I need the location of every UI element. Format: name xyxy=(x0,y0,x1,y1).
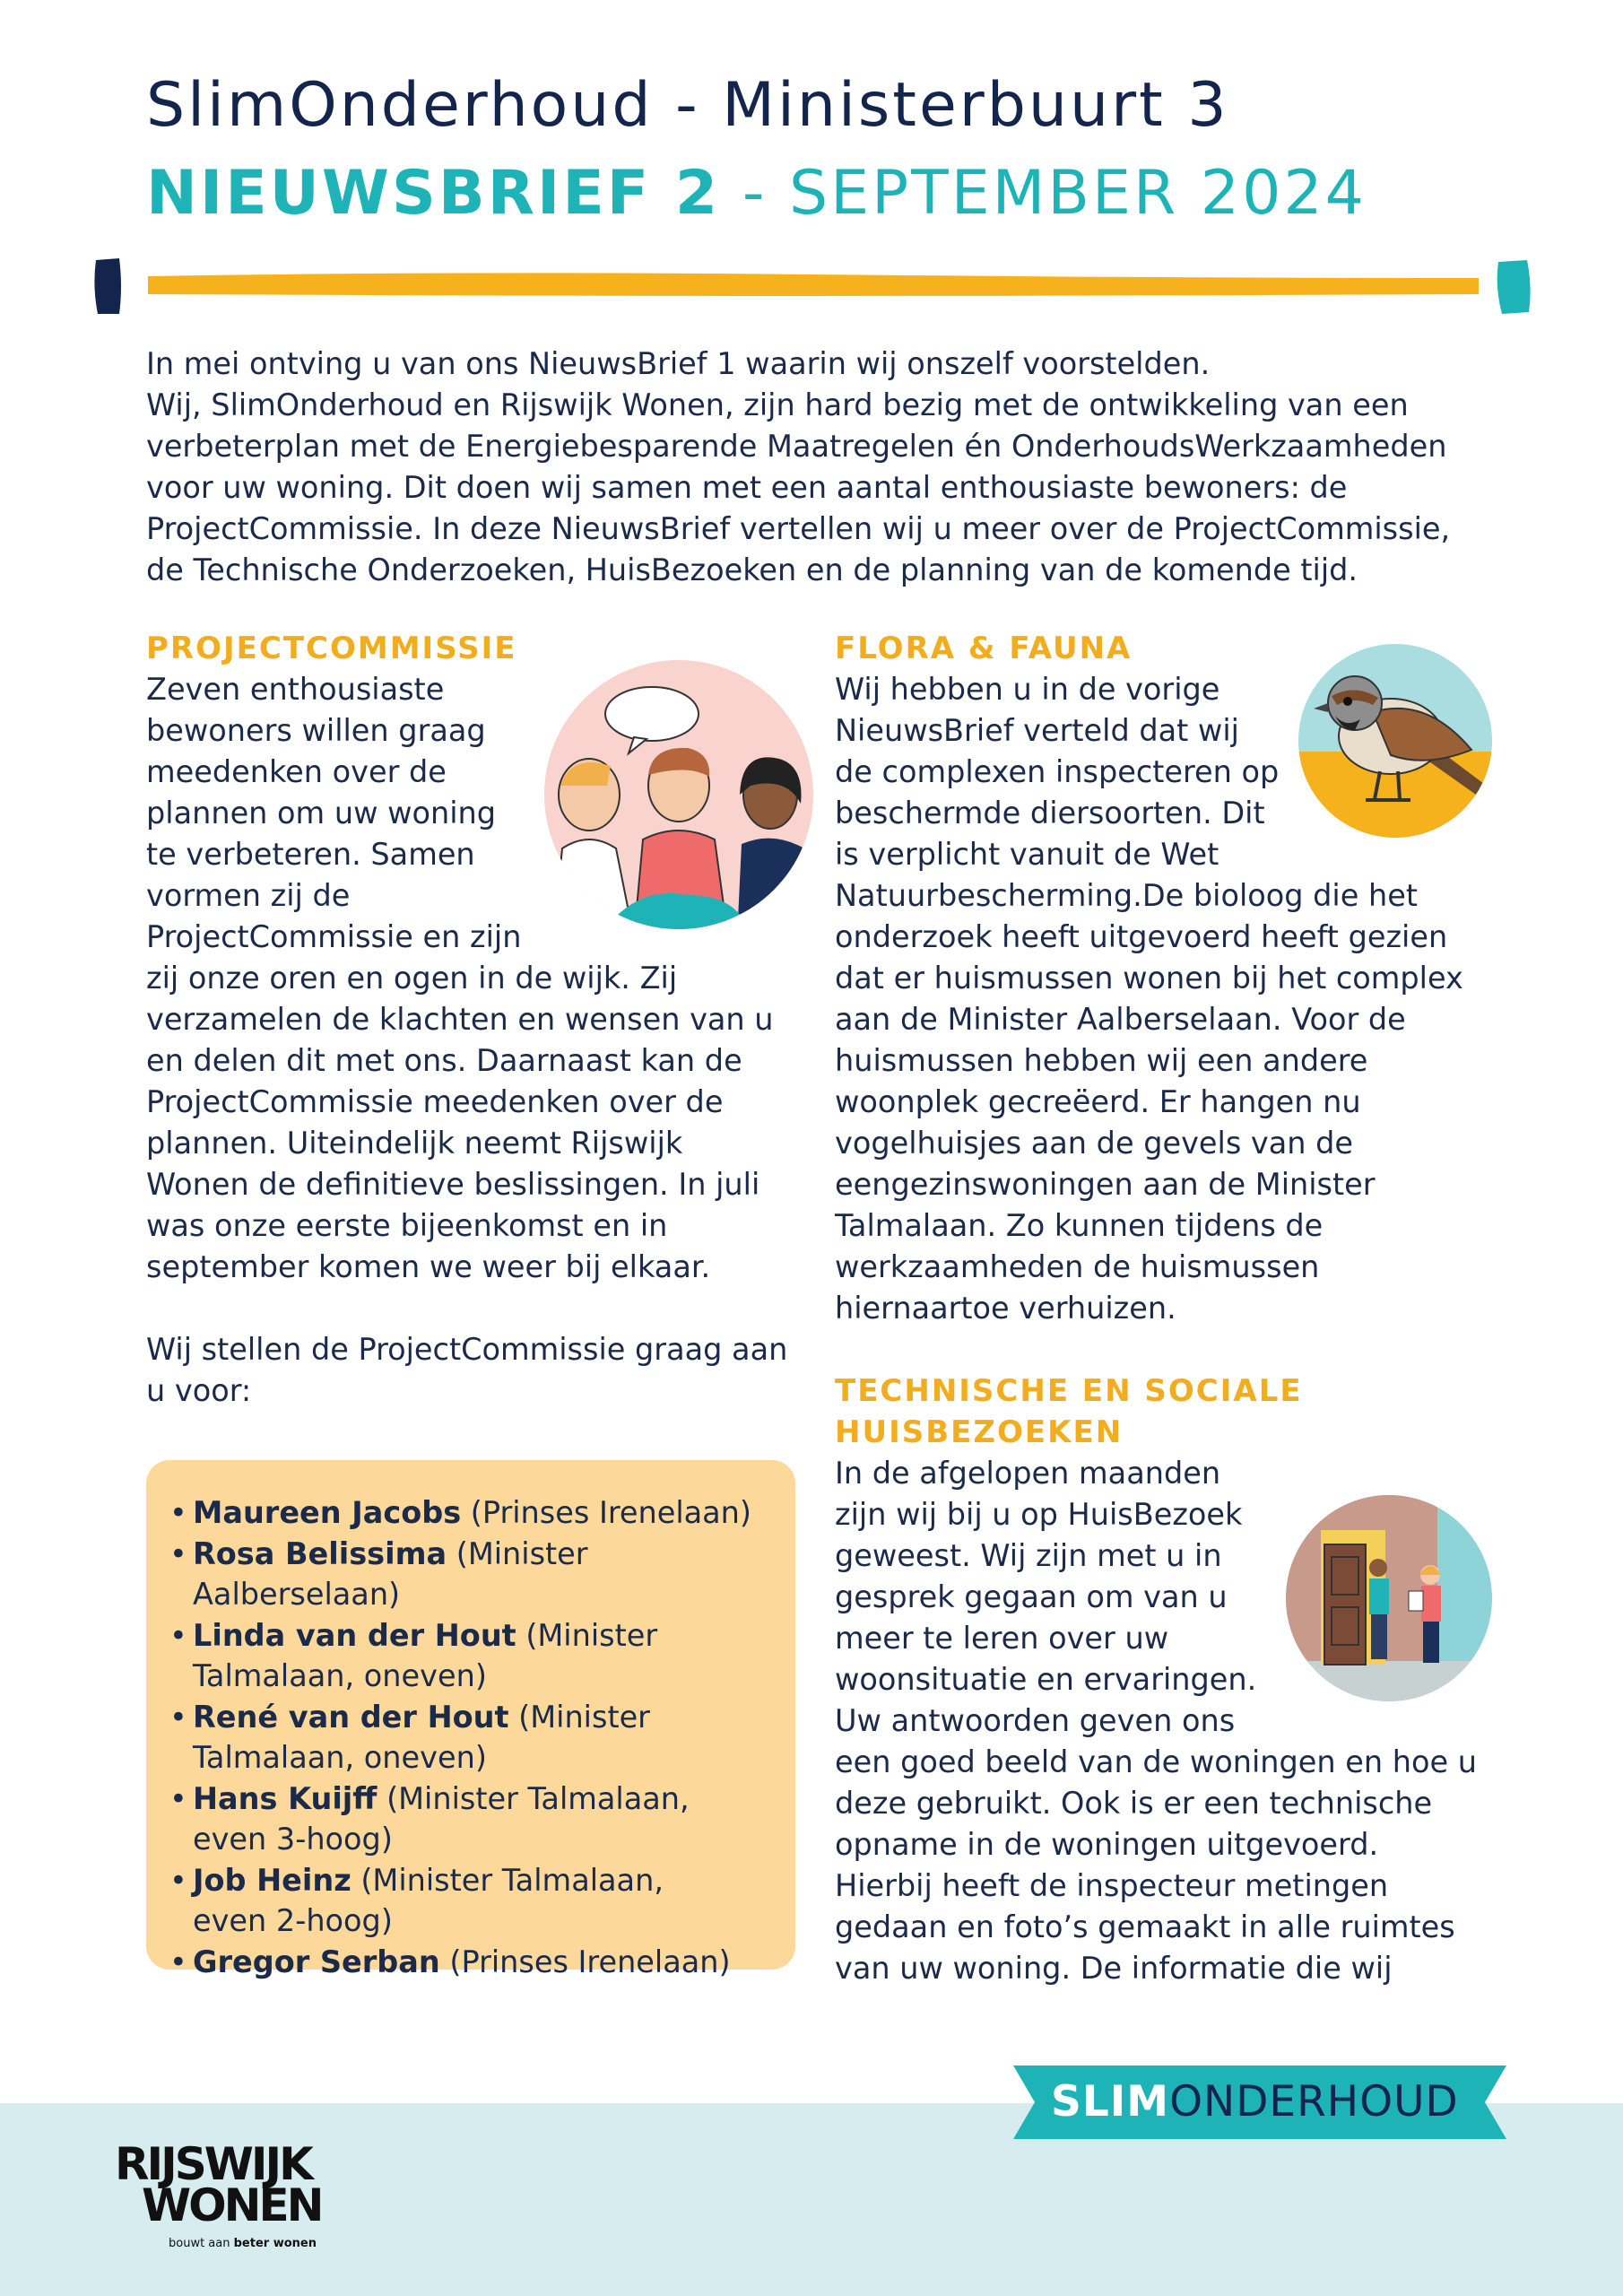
logo-line-1: RIJSWIJK xyxy=(115,2138,311,2190)
member-name: Rosa Belissima xyxy=(193,1535,447,1571)
logo-tagline-bold: beter wonen xyxy=(233,2237,317,2250)
member-address: (Minister Aalberselaan) xyxy=(193,1535,588,1612)
header-divider xyxy=(92,255,1531,319)
projectcommissie-members-intro: Wij stellen de ProjectCommissie graag aan u voor: xyxy=(146,1332,788,1408)
newsletter-number: NIEUWSBRIEF 2 xyxy=(146,158,721,229)
list-item xyxy=(169,1860,695,1942)
member-address: (Minister Talmalaan, oneven) xyxy=(193,1617,658,1693)
house-visit-illustration xyxy=(1285,1494,1493,1702)
projectcommissie-section xyxy=(146,628,792,1412)
intro-line: In mei ontving u van ons NieuwsBrief 1 waarin wij onszelf voorstelden. xyxy=(146,346,1211,381)
member-name: Gregor Serban xyxy=(193,1944,440,1979)
member-address: (Minister Talmalaan, even 3-hoog) xyxy=(193,1780,690,1857)
logo-tagline xyxy=(169,2237,317,2250)
member-name: René van der Hout xyxy=(193,1699,509,1735)
huisbezoeken-heading: TECHNISCHE EN SOCIALE HUISBEZOEKEN xyxy=(835,1373,1303,1450)
newsletter-date: - SEPTEMBER 2024 xyxy=(720,158,1367,229)
member-name: Maureen Jacobs xyxy=(193,1495,462,1530)
newsletter-subtitle xyxy=(146,158,1367,229)
intro-body: Wij, SlimOnderhoud en Rijswijk Wonen, zijn hard bezig met de ontwikkeling van een verbeterplan met de Energiebesparende Maatregelen én OnderhoudsWerkzaamheden voor uw woning. Dit doen wij samen met een aantal enthousiaste bewoners: de ProjectCommissie. In deze NieuwsBrief vertellen wij u meer over de ProjectCommissie, de Technische Onderzoeken, HuisBezoeken en de planning van de komende tijd. xyxy=(146,387,1451,587)
projectcommissie-heading: PROJECTCOMMISSIE xyxy=(146,631,517,666)
list-item xyxy=(169,1492,795,1534)
member-address: (Minister Talmalaan, oneven) xyxy=(193,1699,650,1775)
list-item xyxy=(169,1534,795,1615)
member-name: Hans Kuijff xyxy=(193,1780,378,1816)
flora-fauna-heading: FLORA & FAUNA xyxy=(835,631,1133,666)
intro-text xyxy=(146,344,1482,591)
member-name: Job Heinz xyxy=(193,1862,352,1898)
members-list xyxy=(146,1460,795,1982)
member-address: (Prinses Irenelaan) xyxy=(461,1495,751,1530)
flora-fauna-body: Wij hebben u in de vorige NieuwsBrief verteld dat wij de complexen inspecteren op beschermde diersoorten. Dit is verplicht vanuit de Wet Natuurbescherming.De bioloog die het onderzoek heeft uitgevoerd heeft gezien dat er huismussen wonen bij het complex aan de Minister Aalberselaan. Voor de huismussen hebben wij een andere woonplek gecreëerd. Er hangen nu vogelhuisjes aan de gevels van de eengezinswoningen aan de Minister Talmalaan. Zo kunnen tijdens de werkzaamheden de huismussen hiernaartoe verhuizen. xyxy=(835,672,1463,1326)
logo-tagline-pre: bouwt aan xyxy=(169,2237,234,2250)
member-name: Linda van der Hout xyxy=(193,1617,516,1653)
list-item xyxy=(169,1697,795,1779)
member-address: (Prinses Irenelaan) xyxy=(439,1944,731,1979)
list-item xyxy=(169,1615,795,1697)
rijswijk-wonen-logo xyxy=(115,2138,330,2258)
slimonderhoud-logo xyxy=(1051,2075,1481,2129)
members-box xyxy=(146,1460,795,1979)
list-item xyxy=(169,1779,695,1860)
flora-fauna-section xyxy=(835,628,1480,1989)
logo-slim: SLIM xyxy=(1051,2077,1170,2126)
huisbezoeken-body: In de afgelopen maanden zijn wij bij u op HuisBezoek geweest. Wij zijn met u in gesprek gegaan om van u meer te leren over uw woonsituatie en ervaringen. Uw antwoorden geven ons een goed beeld van de woningen en hoe u deze gebruikt. Ook is er een technische opname in de woningen uitgevoerd. Hierbij heeft de inspecteur metingen gedaan en foto’s gemaakt in alle ruimtes van uw woning. De informatie die wij xyxy=(835,1456,1477,1986)
member-address: (Minister Talmalaan, even 2-hoog) xyxy=(193,1862,664,1938)
logo-onderhoud: ONDERHOUD xyxy=(1169,2077,1459,2126)
people-talking-illustration xyxy=(535,660,813,938)
list-item xyxy=(169,1942,795,1983)
logo-line-2: WONEN xyxy=(142,2179,322,2231)
page-title: SlimOnderhoud - Ministerbuurt 3 xyxy=(146,70,1229,141)
sparrow-illustration xyxy=(1292,642,1498,839)
projectcommissie-body: Zeven enthousiaste bewoners willen graag meedenken over de plannen om uw woning te verbeteren. Samen vormen zij de ProjectCommissie en zijn zij onze oren en ogen in de wijk. Zij verzamelen de klachten en wensen van u en delen dit met ons. Daarnaast kan de ProjectCommissie meedenken over de plannen. Uiteindelijk neemt Rijswijk Wonen de definitieve beslissingen. In juli was onze eerste bijeenkomst en in september komen we weer bij elkaar. xyxy=(146,672,774,1284)
